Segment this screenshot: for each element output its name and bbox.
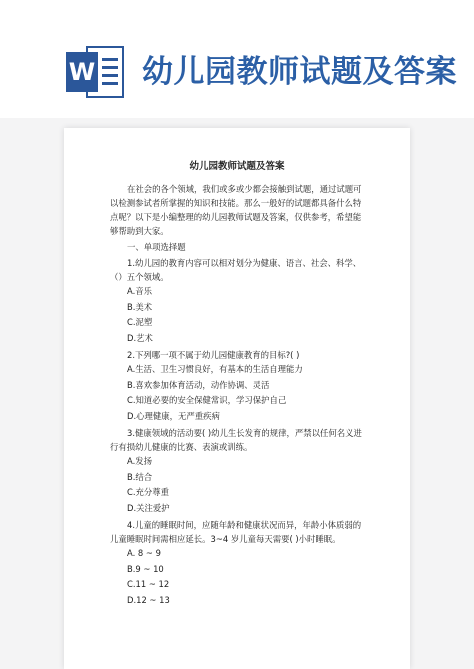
answer-option: C.充分尊重: [127, 487, 170, 497]
answer-option: D.关注爱护: [127, 502, 170, 513]
question-text: 3.健康领域的活动要( )幼儿生长发育的规律，严禁以任何名义进行有损幼儿健康的比赛、表演或训练。: [110, 428, 362, 452]
answer-option: D.艺术: [127, 332, 153, 343]
header-banner: [0, 0, 474, 118]
question-text: 4.儿童的睡眠时间，应随年龄和健康状况而异，年龄小体质弱的儿童睡眠时间需相应延长。3~4 岁儿童每天需要( )小时睡眠。: [110, 520, 362, 544]
question-text: 2.下列哪一项不属于幼儿园健康教育的目标?( ): [127, 350, 300, 360]
question-text: 1.幼儿园的教育内容可以相对划分为健康、语言、社会、科学、（）五个领域。: [110, 258, 362, 282]
answer-option: B.美术: [127, 301, 153, 312]
answer-option: B.9 ~ 10: [127, 563, 164, 574]
intro-paragraph: 在社会的各个领域，我们或多或少都会接触到试题，通过试题可以检测参试者所掌握的知识和技能。那么一般好的试题都具备什么特点呢？以下是小编整理的幼儿园教师试题及答案，仅供参考，希望能够帮助到大家。: [110, 184, 362, 236]
section-heading: 一、单项选择题: [127, 242, 186, 252]
answer-option: A.发扬: [127, 456, 152, 466]
answer-option: B.结合: [127, 471, 153, 482]
question-block: [110, 426, 368, 516]
answer-option: A. 8 ~ 9: [127, 548, 161, 558]
answer-option: B.喜欢参加体育活动，动作协调、灵活: [127, 379, 270, 390]
document-body: [110, 182, 368, 608]
answer-option: C.11 ~ 12: [127, 579, 170, 589]
question-block: [110, 348, 368, 424]
banner-title: 幼儿园教师试题及答案: [142, 54, 457, 90]
document-title: 幼儿园教师试题及答案: [189, 161, 285, 172]
answer-option: D.12 ~ 13: [127, 594, 170, 605]
question-block: [110, 256, 368, 346]
word-document-icon: [66, 46, 128, 98]
document-page: [64, 128, 410, 669]
question-block: [110, 518, 368, 608]
answer-option: C.知道必要的安全保健常识，学习保护自己: [127, 395, 287, 405]
answer-option: C.泥塑: [127, 317, 153, 327]
answer-option: A.生活、卫生习惯良好，有基本的生活自理能力: [127, 364, 303, 374]
answer-option: D.心理健康，无严重疾病: [127, 410, 220, 421]
answer-option: A.音乐: [127, 286, 152, 296]
word-logo-badge: W: [66, 52, 98, 92]
